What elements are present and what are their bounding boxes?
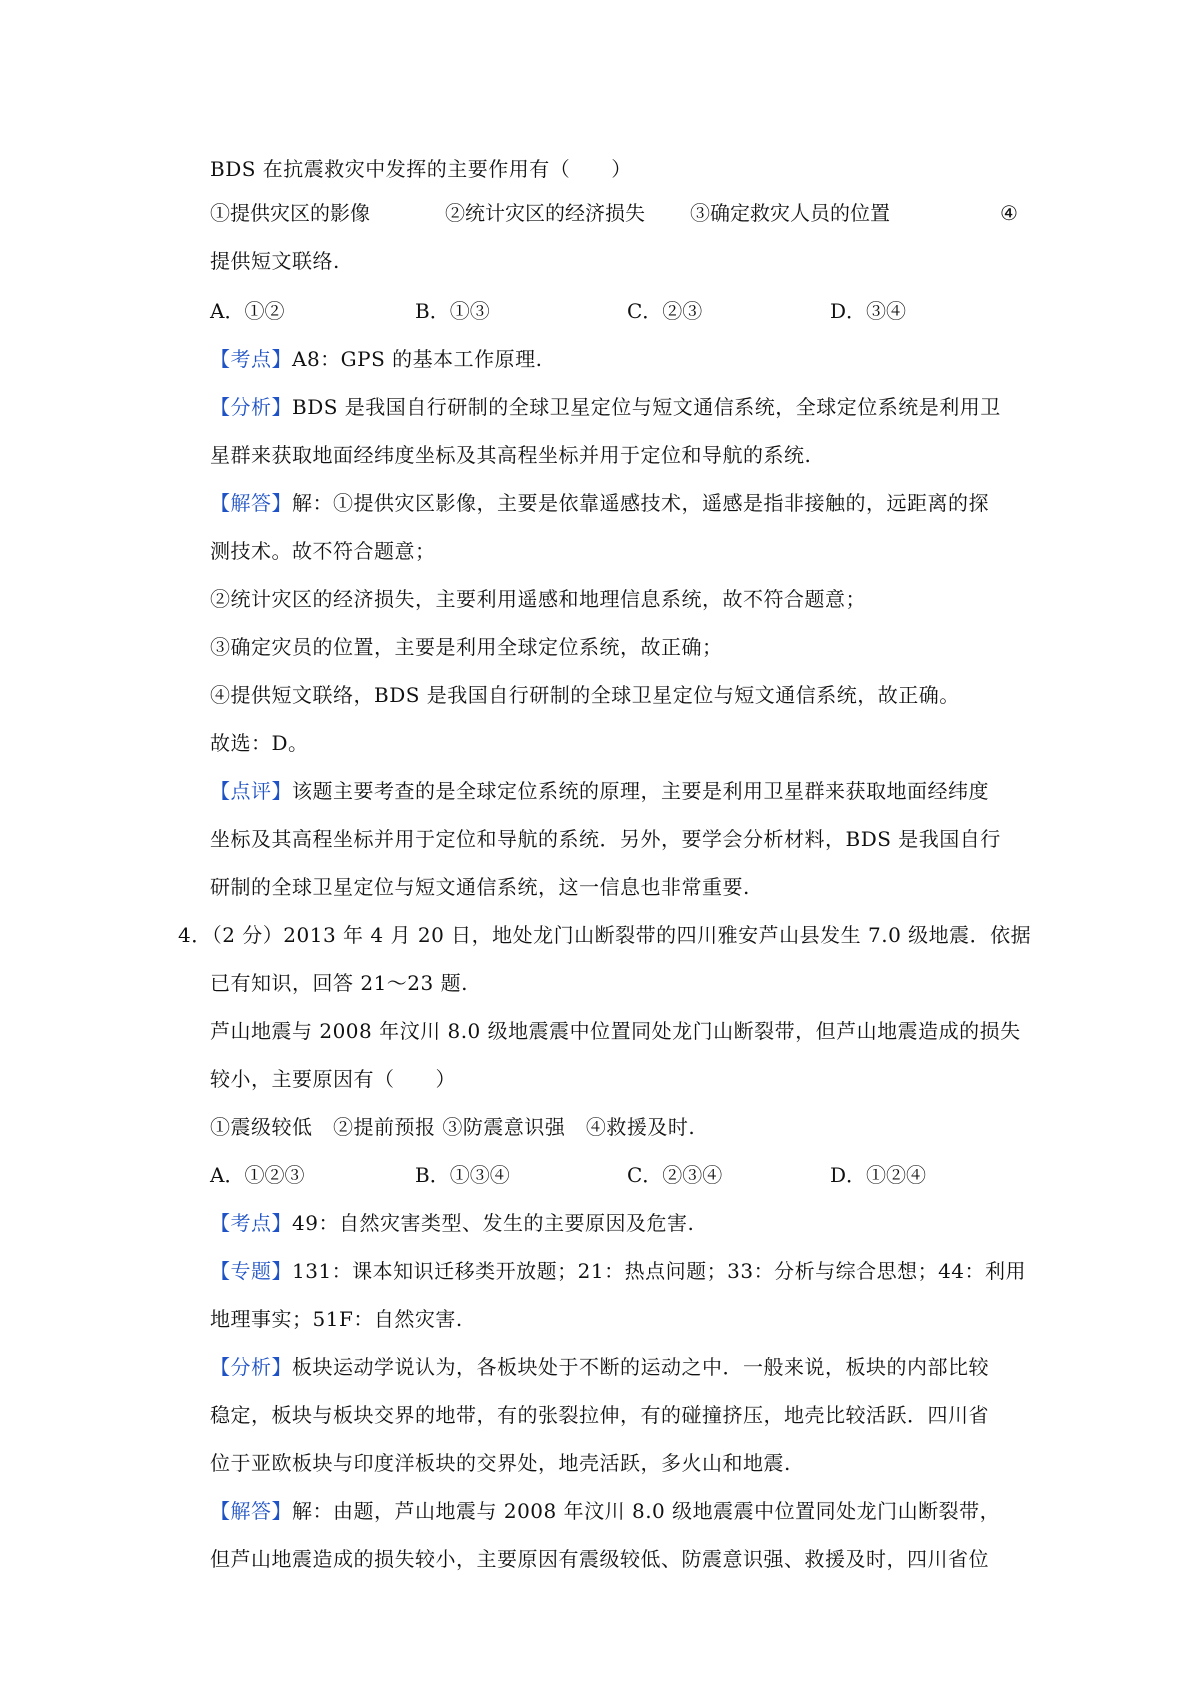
- kaodian-tag: 【考点】: [210, 347, 292, 371]
- q4-items: ①震级较低 ②提前预报 ③防震意识强 ④救援及时.: [210, 1115, 696, 1139]
- q4-zhuanti-line2: 地理事实；51F：自然灾害.: [210, 1307, 463, 1331]
- dianping-tag: 【点评】: [210, 779, 292, 803]
- q3-fenxi-line1: [210, 392, 1001, 422]
- q3-jieda-line5: ④提供短文联络，BDS 是我国自行研制的全球卫星定位与短文通信系统，故正确。: [210, 683, 960, 707]
- q4-stem-line1: 芦山地震与 2008 年汶川 8.0 级地震震中位置同处龙门山断裂带，但芦山地震造成的损失: [210, 1019, 1021, 1043]
- q4-option-b: B．①③④: [415, 1163, 510, 1187]
- q4-jieda-line2: 但芦山地震造成的损失较小，主要原因有震级较低、防震意识强、救援及时，四川省位: [210, 1547, 989, 1571]
- q3-option-d: D．③④: [830, 299, 907, 323]
- q4-fenxi-line1: [210, 1352, 989, 1382]
- fenxi-text: 板块运动学说认为，各板块处于不断的运动之中．一般来说，板块的内部比较: [292, 1355, 989, 1379]
- q4-fenxi-line2: 稳定，板块与板块交界的地带，有的张裂拉伸，有的碰撞挤压，地壳比较活跃．四川省: [210, 1403, 989, 1427]
- q4-jieda-line1: [210, 1496, 1000, 1526]
- jieda-text: 解：由题，芦山地震与 2008 年汶川 8.0 级地震震中位置同处龙门山断裂带，: [292, 1499, 1001, 1523]
- q3-item-4-mark: ④: [1000, 201, 1018, 225]
- q4-zhuanti-line1: [210, 1256, 1026, 1286]
- fenxi-text: BDS 是我国自行研制的全球卫星定位与短文通信系统，全球定位系统是利用卫: [292, 395, 1001, 419]
- q3-item-1: ①提供灾区的影像: [210, 201, 370, 225]
- q3-option-c: C．②③: [627, 299, 703, 323]
- jieda-text: 解：①提供灾区影像，主要是依靠遥感技术，遥感是指非接触的，远距离的探: [292, 491, 989, 515]
- q4-header-line2: 已有知识，回答 21～23 题.: [210, 971, 468, 995]
- q3-jieda-line2: 测技术。故不符合题意；: [210, 539, 436, 563]
- q4-option-d: D．①②④: [830, 1163, 927, 1187]
- q4-kaodian: [210, 1208, 694, 1238]
- jieda-tag: 【解答】: [210, 491, 292, 515]
- fenxi-tag: 【分析】: [210, 395, 292, 419]
- zhuanti-tag: 【专题】: [210, 1259, 292, 1283]
- zhuanti-text: 131：课本知识迁移类开放题；21：热点问题；33：分析与综合思想；44：利用: [292, 1259, 1027, 1283]
- q3-dianping-line1: [210, 776, 989, 806]
- q4-option-a: A．①②③: [210, 1163, 305, 1187]
- q3-jieda-line1: [210, 488, 989, 518]
- dianping-text: 该题主要考查的是全球定位系统的原理，主要是利用卫星群来获取地面经纬度: [292, 779, 989, 803]
- q3-stem: BDS 在抗震救灾中发挥的主要作用有（ ）: [210, 157, 632, 181]
- kaodian-text: 49：自然灾害类型、发生的主要原因及危害.: [292, 1211, 695, 1235]
- jieda-tag: 【解答】: [210, 1499, 292, 1523]
- kaodian-tag: 【考点】: [210, 1211, 292, 1235]
- fenxi-tag: 【分析】: [210, 1355, 292, 1379]
- kaodian-text: A8：GPS 的基本工作原理.: [292, 347, 543, 371]
- q3-jieda-answer: 故选：D。: [210, 731, 309, 755]
- q3-kaodian: [210, 344, 543, 374]
- q3-dianping-line3: 研制的全球卫星定位与短文通信系统，这一信息也非常重要.: [210, 875, 750, 899]
- q3-item-4-text: 提供短文联络.: [210, 249, 340, 273]
- q3-fenxi-line2: 星群来获取地面经纬度坐标及其高程坐标并用于定位和导航的系统.: [210, 443, 812, 467]
- q3-item-3: ③确定救灾人员的位置: [690, 201, 890, 225]
- q4-fenxi-line3: 位于亚欧板块与印度洋板块的交界处，地壳活跃，多火山和地震.: [210, 1451, 791, 1475]
- q3-item-2: ②统计灾区的经济损失: [445, 201, 645, 225]
- q4-stem-line2: 较小，主要原因有（ ）: [210, 1067, 456, 1091]
- q3-option-b: B．①③: [415, 299, 490, 323]
- q3-jieda-line3: ②统计灾区的经济损失，主要利用遥感和地理信息系统，故不符合题意；: [210, 587, 866, 611]
- q3-dianping-line2: 坐标及其高程坐标并用于定位和导航的系统．另外，要学会分析材料，BDS 是我国自行: [210, 827, 1001, 851]
- q3-option-a: A．①②: [210, 299, 285, 323]
- q3-jieda-line4: ③确定灾员的位置，主要是利用全球定位系统，故正确；: [210, 635, 723, 659]
- q4-header-line1: 4．（2 分）2013 年 4 月 20 日，地处龙门山断裂带的四川雅安芦山县发生 7.0 级地震．依据: [178, 923, 1032, 947]
- q4-option-c: C．②③④: [627, 1163, 723, 1187]
